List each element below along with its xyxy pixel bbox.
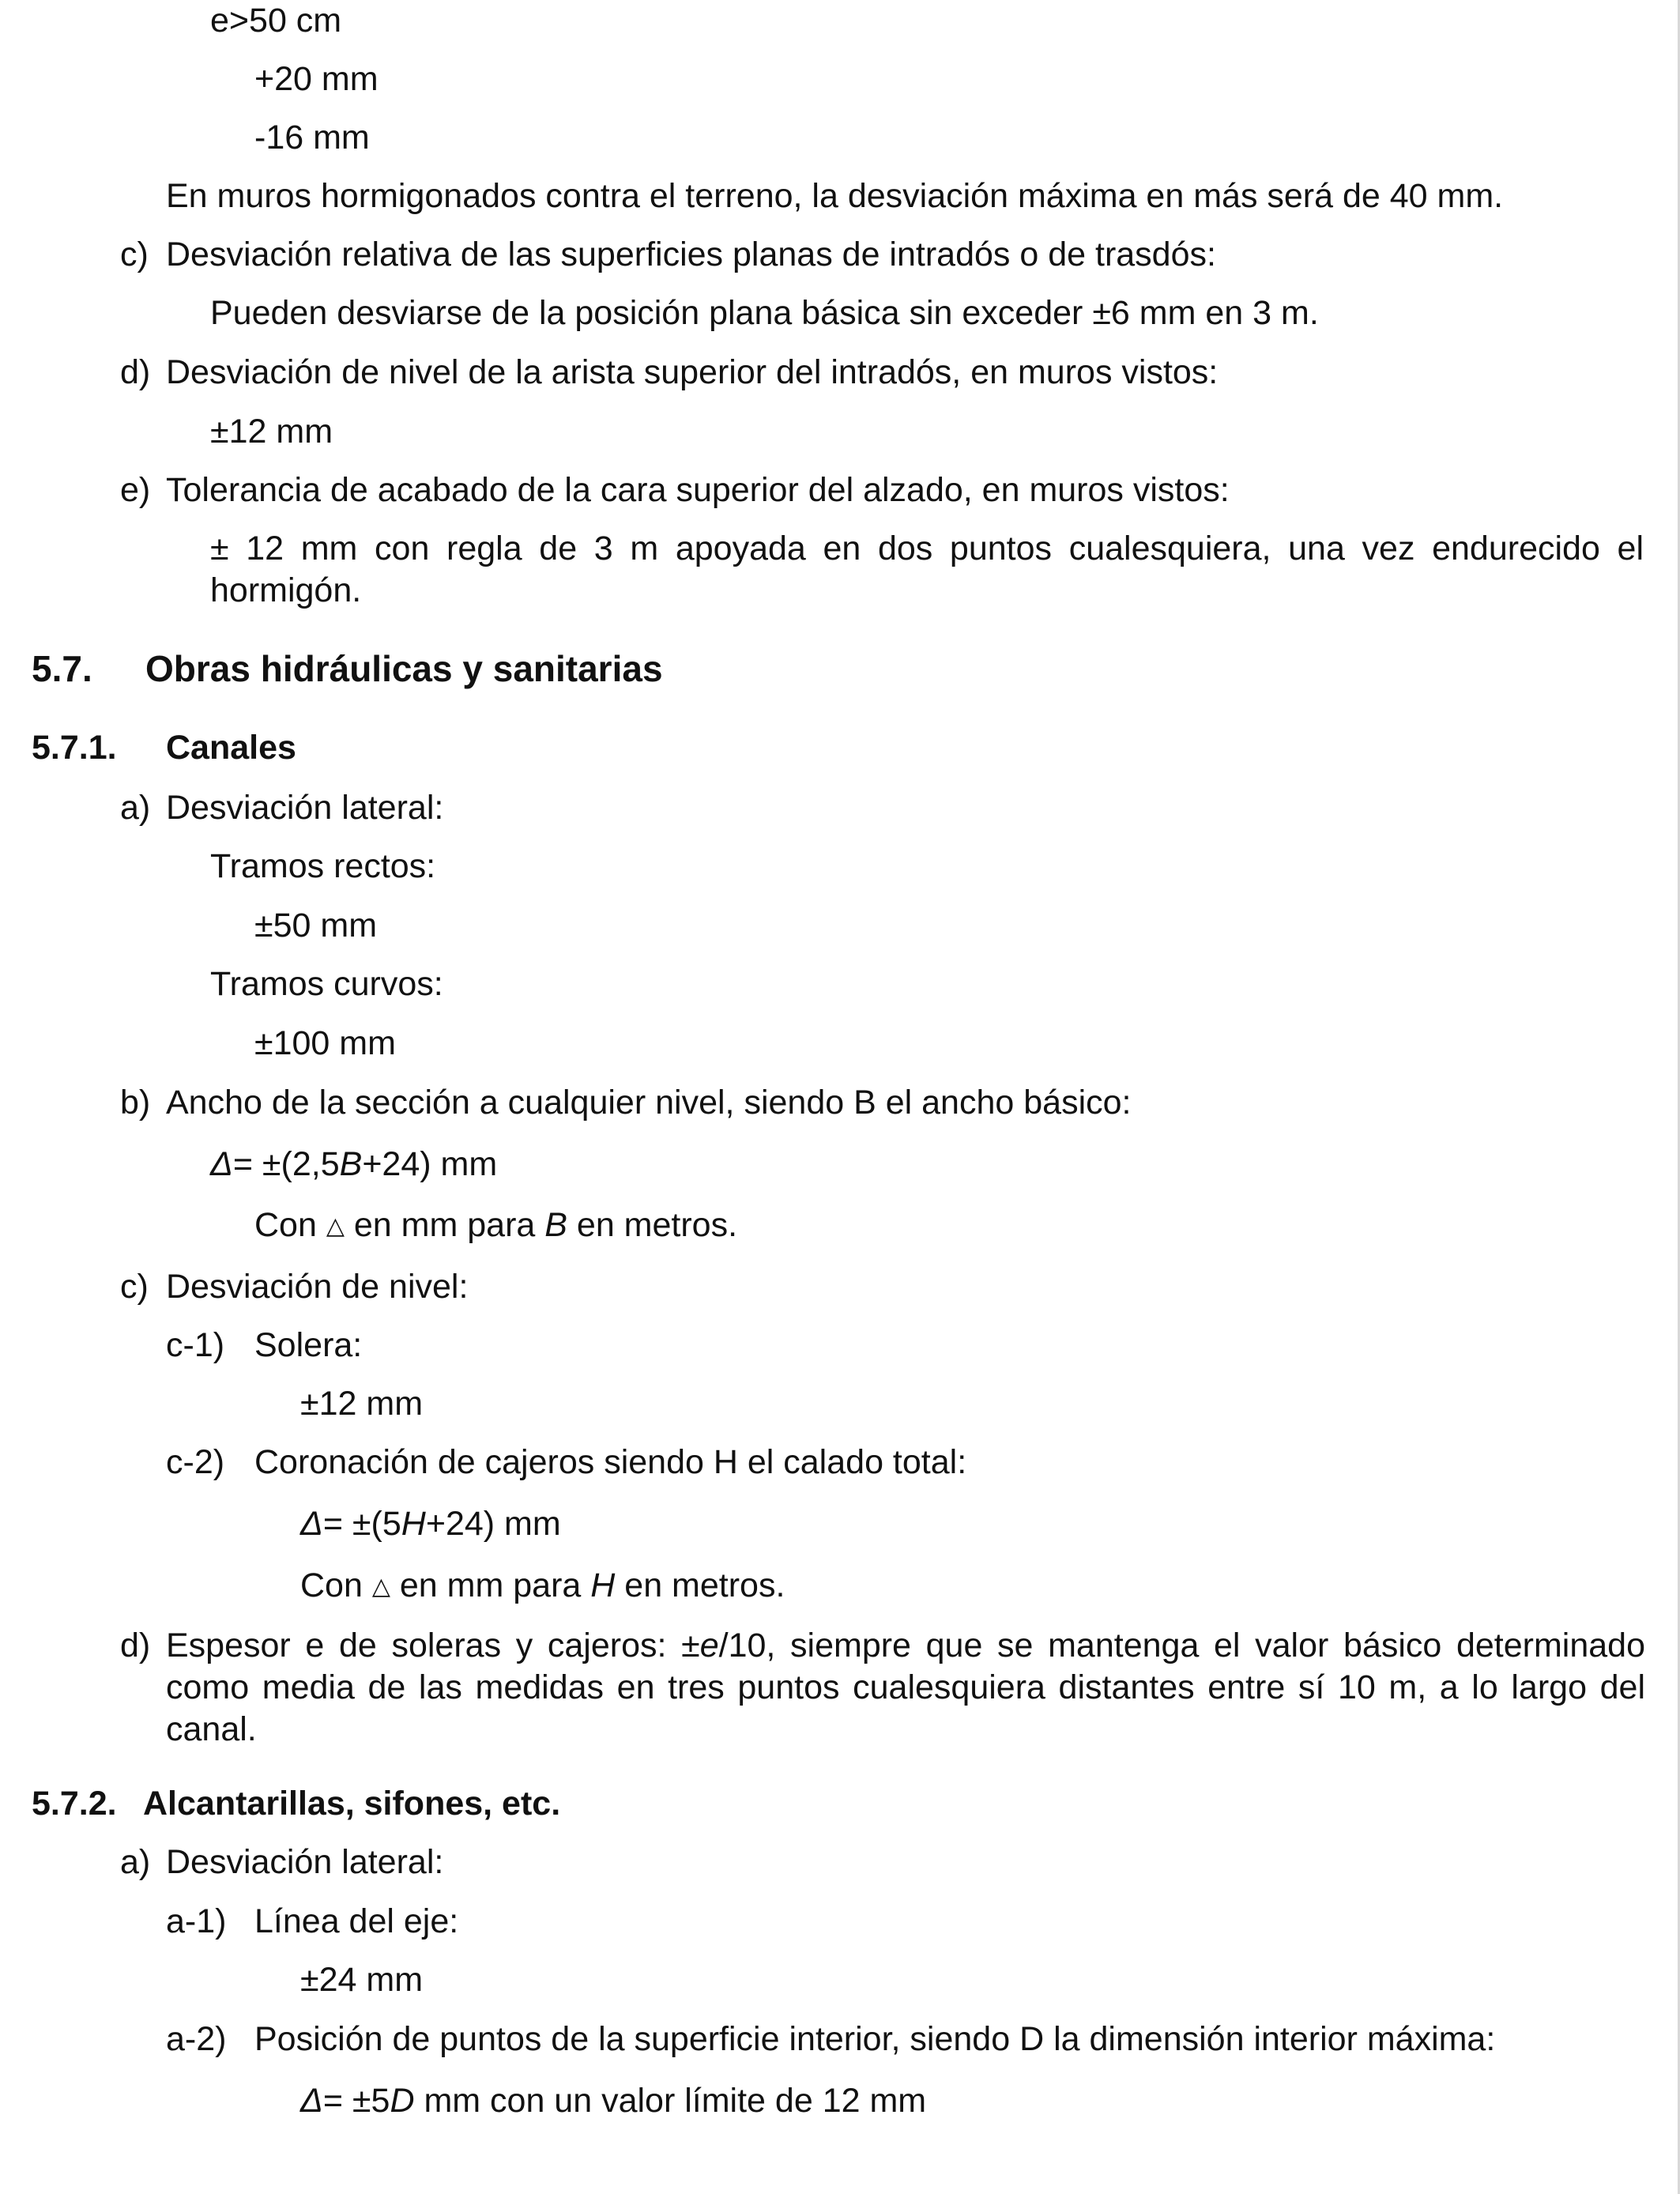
section-5-7-2-title: Alcantarillas, sifones, etc. (143, 1785, 561, 1823)
canales-b-text: Ancho de la sección a cualquier nivel, siendo B el ancho básico: (166, 1084, 1132, 1122)
formula-dimension (300, 2080, 926, 2121)
paragraph-variable: e (699, 1627, 719, 1664)
item-e-text: Tolerancia de acabado de la cara superior del alzado, en muros vistos: (166, 471, 1230, 509)
item-d-text: Desviación de nivel de la arista superior del intradós, en muros vistos: (166, 353, 1219, 391)
formula-variable: H (401, 1505, 426, 1543)
paragraph-part: Espesor e de soleras y cajeros: ± (166, 1627, 700, 1664)
section-5-7-1-number: 5.7.1. (32, 729, 117, 767)
tramos-curvos: Tramos curvos: (210, 965, 443, 1003)
formula-ancho (210, 1144, 497, 1185)
item-c-text: Desviación relativa de las superficies planas de intradós o de trasdós: (166, 236, 1216, 273)
text-minus16: -16 mm (254, 119, 370, 156)
delta-symbol: Δ (210, 1145, 233, 1183)
item-c-label: c) (120, 236, 149, 273)
formula-part: mm con un valor límite de 12 mm (414, 2082, 927, 2120)
note-part: en metros. (624, 1566, 785, 1604)
formula-part: = ±5 (322, 2082, 390, 2120)
a1-value: ±24 mm (300, 1961, 424, 1999)
formula-part: = ±(2,5 (232, 1145, 340, 1183)
text-plus20: +20 mm (254, 60, 379, 98)
triangle-symbol: △ (371, 1574, 390, 1600)
c2-text: Coronación de cajeros siendo H el calado total: (254, 1443, 967, 1481)
c1-text: Solera: (254, 1326, 363, 1364)
canales-c-text: Desviación de nivel: (166, 1268, 469, 1306)
formula-variable: B (339, 1145, 363, 1183)
item-d-label: d) (120, 353, 151, 391)
canales-d-text (166, 1625, 1645, 1751)
paragraph-part: /10, siempre que se mantenga el valor básico determinado como media de las medidas en tres puntos cualesquiera distantes entre sí 10 m, a lo largo del canal. (166, 1627, 1646, 1748)
note-part: en mm para (353, 1206, 536, 1244)
note-part: Con (254, 1206, 317, 1244)
section-5-7-1-title: Canales (166, 729, 296, 767)
tramos-rectos: Tramos rectos: (210, 847, 436, 885)
canales-b-label: b) (120, 1084, 151, 1122)
c1-value: ±12 mm (300, 1385, 424, 1423)
a2-text: Posición de puntos de la superficie interior, siendo D la dimensión interior máxima: (254, 2020, 1496, 2058)
section-5-7-number: 5.7. (32, 648, 92, 689)
c2-label: c-2) (166, 1443, 225, 1481)
formula-part: +24) mm (425, 1505, 561, 1543)
formula-part: = ±(5 (322, 1505, 401, 1543)
formula-calado (300, 1503, 561, 1544)
tramos-rectos-value: ±50 mm (254, 907, 378, 944)
c1-label: c-1) (166, 1326, 225, 1364)
section-5-7-2-number: 5.7.2. (32, 1785, 117, 1823)
note-part: en mm para (399, 1566, 582, 1604)
note-part: en metros. (576, 1206, 738, 1244)
triangle-symbol: △ (326, 1213, 345, 1239)
tramos-curvos-value: ±100 mm (254, 1024, 396, 1062)
canales-d-label: d) (120, 1627, 151, 1664)
note-ancho (254, 1204, 737, 1250)
text-e50: e>50 cm (210, 2, 342, 40)
item-e-value: ± 12 mm con regla de 3 m apoyada en dos puntos cualesquiera, una vez endurecido el hormigón. (210, 530, 1644, 609)
text-muros: En muros hormigonados contra el terreno, la desviación máxima en más será de 40 mm. (166, 177, 1504, 215)
item-c-value: Pueden desviarse de la posición plana básica sin exceder ±6 mm en 3 m. (210, 294, 1319, 332)
delta-symbol: Δ (300, 1505, 323, 1543)
note-variable: H (590, 1566, 616, 1604)
formula-part: +24) mm (362, 1145, 498, 1183)
a2-label: a-2) (166, 2020, 227, 2058)
a1-label: a-1) (166, 1902, 227, 1940)
alcant-a-text: Desviación lateral: (166, 1843, 444, 1881)
note-variable: B (544, 1206, 567, 1244)
section-5-7-title: Obras hidráulicas y sanitarias (145, 648, 663, 689)
item-d-value: ±12 mm (210, 413, 333, 450)
item-e-label: e) (120, 471, 151, 509)
canales-a-label: a) (120, 789, 151, 827)
formula-variable: D (390, 2082, 415, 2120)
canales-a-text: Desviación lateral: (166, 789, 444, 827)
delta-symbol: Δ (300, 2082, 323, 2120)
canales-c-label: c) (120, 1268, 149, 1306)
alcant-a-label: a) (120, 1843, 151, 1881)
a1-text: Línea del eje: (254, 1902, 459, 1940)
note-part: Con (300, 1566, 363, 1604)
note-calado (300, 1565, 785, 1610)
